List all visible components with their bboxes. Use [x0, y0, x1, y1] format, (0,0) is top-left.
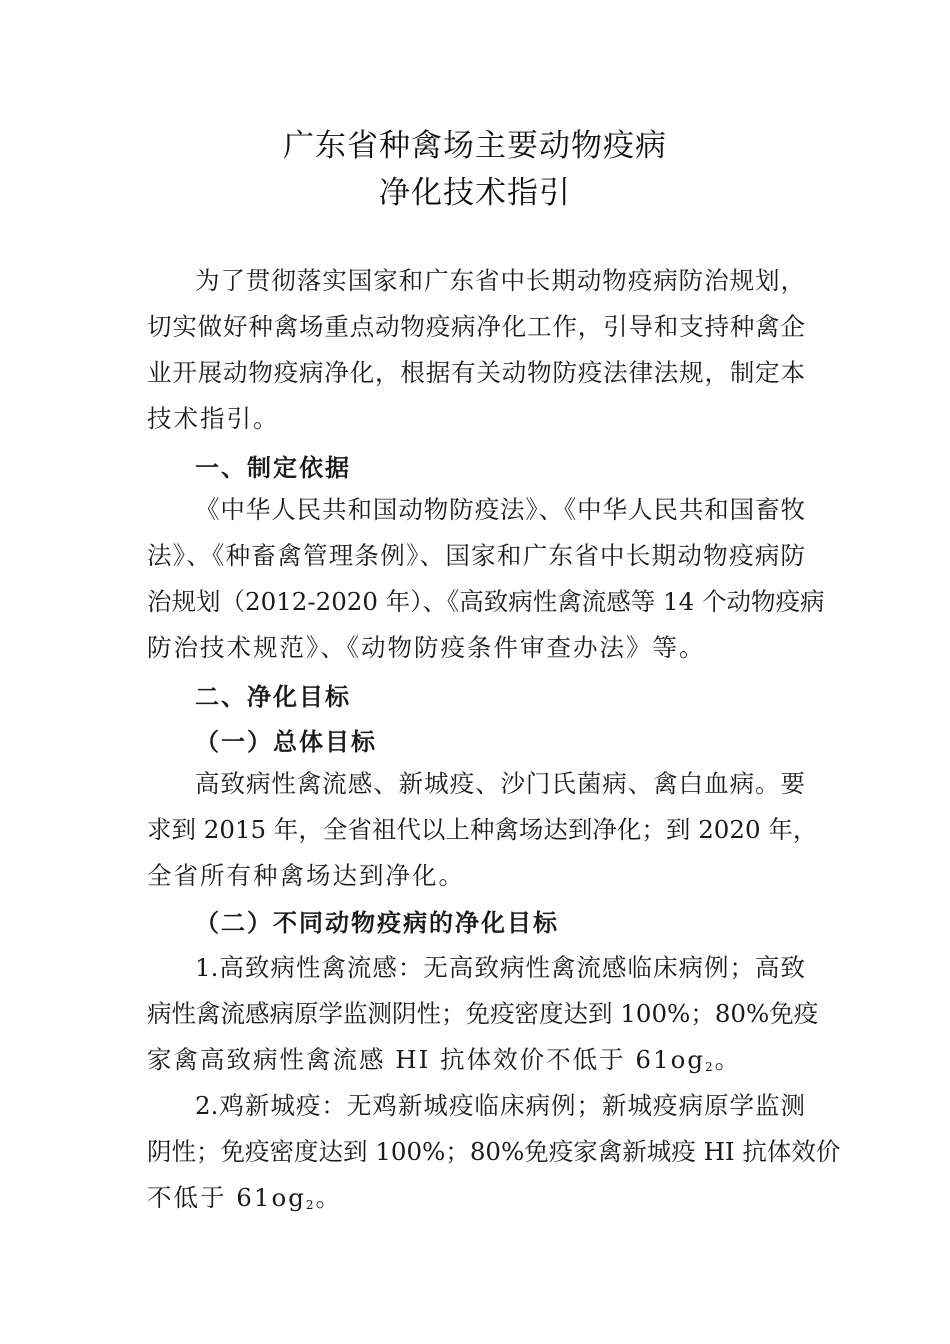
section1-line: 治规划（2012-2020 年）、《高致病性禽流感等 14 个动物疫病 [147, 587, 825, 616]
item2-text: 不低于 61og [147, 1183, 306, 1212]
item2-line-last [147, 1179, 342, 1214]
subsection1-heading: （一）总体目标 [195, 728, 377, 756]
item2-line: 2.鸡新城疫：无鸡新城疫临床病例；新城疫病原学监测 [195, 1091, 805, 1120]
item2-end: 。 [315, 1183, 343, 1212]
subsection1-line: 全省所有种禽场达到净化。 [147, 861, 465, 890]
intro-line: 业开展动物疫病净化，根据有关动物防疫法律法规，制定本 [147, 358, 805, 387]
item1-line: 病性禽流感病原学监测阴性；免疫密度达到 100%；80%免疫 [147, 999, 819, 1028]
item1-line: 1.高致病性禽流感：无高致病性禽流感临床病例；高致 [195, 953, 805, 982]
item1-text: 家禽高致病性禽流感 HI 抗体效价不低于 61og [147, 1045, 706, 1074]
document-title-line1: 广东省种禽场主要动物疫病 [283, 128, 667, 164]
item1-line-last [147, 1041, 741, 1076]
document-title-line2: 净化技术指引 [379, 175, 571, 211]
subsection2-heading: （二）不同动物疫病的净化目标 [195, 909, 559, 937]
intro-line: 技术指引。 [147, 404, 280, 433]
section1-line: 《中华人民共和国动物防疫法》、《中华人民共和国畜牧 [195, 495, 805, 524]
subsection1-line: 高致病性禽流感、新城疫、沙门氏菌病、禽白血病。要 [195, 769, 805, 798]
subsection1-line: 求到 2015 年，全省祖代以上种禽场达到净化；到 2020 年， [147, 815, 818, 844]
intro-line: 为了贯彻落实国家和广东省中长期动物疫病防治规划， [195, 266, 805, 295]
item1-end: 。 [714, 1045, 742, 1074]
item2-subscript: 2 [305, 1198, 316, 1212]
section1-heading: 一、制定依据 [195, 454, 351, 482]
item2-line: 阴性；免疫密度达到 100%；80%免疫家禽新城疫 HI 抗体效价 [147, 1137, 841, 1166]
section1-line: 法》、《种畜禽管理条例》、国家和广东省中长期动物疫病防 [147, 541, 805, 570]
intro-line: 切实做好种禽场重点动物疫病净化工作，引导和支持种禽企 [147, 312, 805, 341]
section1-line: 防治技术规范》、《动物防疫条件审查办法》等。 [147, 633, 706, 662]
section2-heading: 二、净化目标 [195, 683, 351, 711]
item1-subscript: 2 [705, 1060, 715, 1074]
